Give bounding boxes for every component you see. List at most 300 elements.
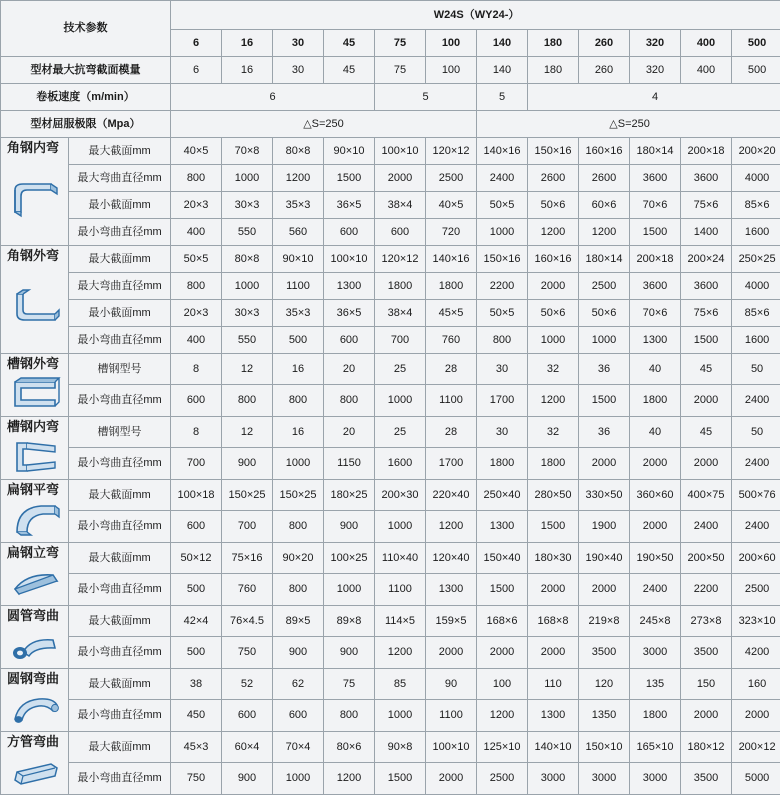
data-cell: 400 [171,219,222,246]
size-header-9: 320 [630,30,681,57]
data-cell: 45 [681,354,732,385]
data-cell: 3600 [630,273,681,300]
param-value: 140 [477,57,528,84]
data-cell: 750 [171,763,222,794]
channel-steel-inner-bend-icon [1,437,68,479]
data-cell: 25 [375,354,426,385]
subrow-label: 最大截面mm [69,479,171,510]
subrow-label: 最小弯曲直径mm [69,385,171,416]
section-channel-steel-inner-bend [1,416,69,479]
data-cell: 550 [222,327,273,354]
data-cell: 400 [171,327,222,354]
subrow-label: 最小弯曲直径mm [69,763,171,794]
data-cell: 40 [630,416,681,447]
data-cell: 2400 [477,165,528,192]
data-cell: 1000 [375,385,426,416]
data-cell: 50 [732,354,780,385]
data-cell: 36×5 [324,300,375,327]
data-cell: 12 [222,416,273,447]
data-cell: 90 [426,668,477,699]
data-cell: 2000 [579,448,630,479]
data-cell: 1100 [426,385,477,416]
section-row [1,385,780,416]
size-header-11: 500 [732,30,780,57]
data-cell: 190×40 [579,542,630,573]
data-cell: 1000 [273,448,324,479]
subrow-label: 最小弯曲直径mm [69,219,171,246]
data-cell: 45 [681,416,732,447]
data-cell: 180×30 [528,542,579,573]
subrow-label: 最大截面mm [69,668,171,699]
section-angle-steel-outer-bend [1,246,69,354]
data-cell: 1000 [222,165,273,192]
data-cell: 900 [324,637,375,668]
data-cell: 75×16 [222,542,273,573]
param-value: 30 [273,57,324,84]
data-cell: 1800 [630,700,681,731]
subrow-label: 最大弯曲直径mm [69,165,171,192]
data-cell: 150×10 [579,731,630,762]
section-flat-steel-flat-bend [1,479,69,542]
data-cell: 2500 [426,165,477,192]
data-cell: 1300 [426,574,477,605]
data-cell: 200×20 [732,138,780,165]
data-cell: 4000 [732,165,780,192]
param-row [1,84,780,111]
data-cell: 2000 [375,165,426,192]
data-cell: 1100 [426,700,477,731]
size-header-1: 16 [222,30,273,57]
data-cell: 900 [324,511,375,542]
data-cell: 1000 [273,763,324,794]
data-cell: 1300 [630,327,681,354]
subrow-label: 槽钢型号 [69,416,171,447]
data-cell: 600 [171,385,222,416]
size-header-8: 260 [579,30,630,57]
data-cell: 3000 [630,763,681,794]
section-row [1,327,780,354]
data-cell: 140×10 [528,731,579,762]
data-cell: 28 [426,416,477,447]
size-header-4: 75 [375,30,426,57]
data-cell: 100×18 [171,479,222,510]
data-cell: 219×8 [579,605,630,636]
section-row [1,192,780,219]
section-row [1,574,780,605]
data-cell: 90×20 [273,542,324,573]
data-cell: 900 [222,448,273,479]
param-row [1,57,780,84]
data-cell: 62 [273,668,324,699]
data-cell: 114×5 [375,605,426,636]
data-cell: 50×5 [477,192,528,219]
size-header-3: 45 [324,30,375,57]
data-cell: 1000 [375,511,426,542]
data-cell: 1100 [273,273,324,300]
data-cell: 1100 [375,574,426,605]
data-cell: 120 [579,668,630,699]
param-group-value: 5 [477,84,528,111]
data-cell: 180×14 [579,246,630,273]
subrow-label: 槽钢型号 [69,354,171,385]
data-cell: 120×40 [426,542,477,573]
data-cell: 360×60 [630,479,681,510]
data-cell: 2000 [528,273,579,300]
section-row [1,605,780,636]
data-cell: 400×75 [681,479,732,510]
data-cell: 160 [732,668,780,699]
data-cell: 159×5 [426,605,477,636]
data-cell: 800 [222,385,273,416]
data-cell: 40 [630,354,681,385]
data-cell: 323×10 [732,605,780,636]
data-cell: 1800 [528,448,579,479]
data-cell: 2000 [528,637,579,668]
data-cell: 1200 [324,763,375,794]
data-cell: 100×10 [375,138,426,165]
subrow-label: 最小弯曲直径mm [69,511,171,542]
data-cell: 1000 [375,700,426,731]
data-cell: 550 [222,219,273,246]
subrow-label: 最小截面mm [69,300,171,327]
data-cell: 50×5 [477,300,528,327]
data-cell: 600 [273,700,324,731]
data-cell: 90×8 [375,731,426,762]
subrow-label: 最小弯曲直径mm [69,574,171,605]
data-cell: 200×24 [681,246,732,273]
data-cell: 40×5 [171,138,222,165]
data-cell: 2500 [732,574,780,605]
size-header-10: 400 [681,30,732,57]
data-cell: 165×10 [630,731,681,762]
param-row-label: 卷板速度（m/min） [1,84,171,111]
round-bar-bend-icon [1,689,68,731]
section-row [1,273,780,300]
data-cell: 150×25 [273,479,324,510]
data-cell: 16 [273,416,324,447]
data-cell: 150×40 [477,542,528,573]
data-cell: 50×6 [528,300,579,327]
section-title: 方管弯曲 [1,732,68,752]
table-body [1,1,780,795]
data-cell: 220×40 [426,479,477,510]
section-row [1,731,780,762]
data-cell: 5000 [732,763,780,794]
section-title: 槽钢内弯 [1,417,68,437]
data-cell: 100×10 [324,246,375,273]
section-row [1,763,780,794]
data-cell: 500 [171,637,222,668]
data-cell: 600 [375,219,426,246]
data-cell: 800 [171,273,222,300]
data-cell: 20×3 [171,300,222,327]
section-row [1,511,780,542]
data-cell: 750 [222,637,273,668]
param-row-label: 型材最大抗弯截面模量 [1,57,171,84]
data-cell: 30×3 [222,300,273,327]
data-cell: 1000 [477,219,528,246]
size-header-7: 180 [528,30,579,57]
size-header-6: 140 [477,30,528,57]
data-cell: 150×25 [222,479,273,510]
data-cell: 80×8 [273,138,324,165]
data-cell: 2000 [477,637,528,668]
subrow-label: 最小截面mm [69,192,171,219]
section-row [1,165,780,192]
data-cell: 450 [171,700,222,731]
section-square-tube-bend [1,731,69,794]
flat-steel-edge-bend-icon [1,563,68,605]
data-cell: 1000 [528,327,579,354]
section-row [1,668,780,699]
section-title: 扁钢平弯 [1,480,68,500]
data-cell: 89×5 [273,605,324,636]
data-cell: 1800 [426,273,477,300]
data-cell: 2500 [579,273,630,300]
model-header-cell: W24S（WY24-） [171,1,780,30]
data-cell: 800 [273,574,324,605]
section-row [1,354,780,385]
data-cell: 85×6 [732,300,780,327]
data-cell: 2000 [681,700,732,731]
data-cell: 1500 [375,763,426,794]
data-cell: 85 [375,668,426,699]
data-cell: 1200 [375,637,426,668]
data-cell: 60×4 [222,731,273,762]
param-value: 260 [579,57,630,84]
data-cell: 30×3 [222,192,273,219]
data-cell: 140×16 [426,246,477,273]
data-cell: 200×18 [630,246,681,273]
data-cell: 200×18 [681,138,732,165]
data-cell: 20×3 [171,192,222,219]
data-cell: 250×40 [477,479,528,510]
param-value: 75 [375,57,426,84]
data-cell: 800 [324,700,375,731]
data-cell: 35×3 [273,192,324,219]
subrow-label: 最大截面mm [69,542,171,573]
data-cell: 3600 [681,165,732,192]
data-cell: 2000 [579,574,630,605]
data-cell: 8 [171,416,222,447]
data-cell: 70×4 [273,731,324,762]
section-row [1,542,780,573]
data-cell: 1800 [375,273,426,300]
flat-steel-flat-bend-icon [1,500,68,542]
data-cell: 120×12 [426,138,477,165]
data-cell: 1000 [324,574,375,605]
section-row [1,700,780,731]
param-header-cell: 技术参数 [1,1,171,57]
data-cell: 1500 [681,327,732,354]
data-cell: 38 [171,668,222,699]
data-cell: 85×6 [732,192,780,219]
data-cell: 1200 [426,511,477,542]
data-cell: 160×16 [528,246,579,273]
data-cell: 4000 [732,273,780,300]
param-value: 320 [630,57,681,84]
data-cell: 100×10 [426,731,477,762]
data-cell: 1200 [528,385,579,416]
data-cell: 90×10 [273,246,324,273]
subrow-label: 最大弯曲直径mm [69,273,171,300]
data-cell: 1400 [681,219,732,246]
data-cell: 3600 [681,273,732,300]
section-row [1,448,780,479]
data-cell: 76×4.5 [222,605,273,636]
data-cell: 600 [324,219,375,246]
param-row-label: 型材屈服极限（Mpa） [1,111,171,138]
section-row [1,300,780,327]
data-cell: 500 [273,327,324,354]
data-cell: 2000 [528,574,579,605]
data-cell: 2200 [681,574,732,605]
data-cell: 38×4 [375,300,426,327]
param-group-value: △S=250 [477,111,780,138]
size-header-5: 100 [426,30,477,57]
data-cell: 3500 [681,763,732,794]
subrow-label: 最大截面mm [69,731,171,762]
section-channel-steel-outer-bend [1,354,69,417]
param-value: 100 [426,57,477,84]
data-cell: 140×16 [477,138,528,165]
size-header-0: 6 [171,30,222,57]
data-cell: 2400 [732,385,780,416]
section-row [1,246,780,273]
data-cell: 245×8 [630,605,681,636]
data-cell: 700 [375,327,426,354]
data-cell: 36 [579,354,630,385]
data-cell: 45×5 [426,300,477,327]
data-cell: 800 [477,327,528,354]
section-row [1,219,780,246]
data-cell: 150×16 [528,138,579,165]
angle-steel-outer-bend-icon [1,266,68,353]
data-cell: 800 [273,385,324,416]
param-group-value: 6 [171,84,375,111]
param-row [1,111,780,138]
data-cell: 4200 [732,637,780,668]
data-cell: 3600 [630,165,681,192]
data-cell: 273×8 [681,605,732,636]
section-row [1,479,780,510]
data-cell: 600 [222,700,273,731]
param-value: 6 [171,57,222,84]
data-cell: 50×5 [171,246,222,273]
data-cell: 3500 [579,637,630,668]
section-title: 角钢内弯 [1,138,68,158]
header-row-model [1,1,780,30]
data-cell: 1000 [222,273,273,300]
subrow-label: 最大截面mm [69,138,171,165]
data-cell: 1500 [579,385,630,416]
data-cell: 135 [630,668,681,699]
section-title: 角钢外弯 [1,246,68,266]
data-cell: 2000 [630,511,681,542]
data-cell: 2400 [732,511,780,542]
data-cell: 190×50 [630,542,681,573]
data-cell: 80×8 [222,246,273,273]
data-cell: 160×16 [579,138,630,165]
subrow-label: 最大截面mm [69,605,171,636]
section-title: 扁钢立弯 [1,543,68,563]
data-cell: 900 [273,637,324,668]
data-cell: 38×4 [375,192,426,219]
section-row [1,138,780,165]
data-cell: 1500 [630,219,681,246]
data-cell: 200×12 [732,731,780,762]
data-cell: 200×50 [681,542,732,573]
square-tube-bend-icon [1,752,68,794]
data-cell: 760 [426,327,477,354]
data-cell: 1500 [528,511,579,542]
data-cell: 900 [222,763,273,794]
data-cell: 1600 [375,448,426,479]
data-cell: 600 [324,327,375,354]
data-cell: 50 [732,416,780,447]
data-cell: 1300 [528,700,579,731]
data-cell: 75×6 [681,192,732,219]
param-group-value: 4 [528,84,780,111]
data-cell: 125×10 [477,731,528,762]
data-cell: 32 [528,416,579,447]
data-cell: 2000 [426,763,477,794]
round-tube-bend-icon [1,626,68,668]
data-cell: 700 [171,448,222,479]
data-cell: 168×6 [477,605,528,636]
data-cell: 45×3 [171,731,222,762]
data-cell: 1600 [732,219,780,246]
data-cell: 2600 [528,165,579,192]
data-cell: 80×6 [324,731,375,762]
data-cell: 500×76 [732,479,780,510]
data-cell: 3000 [528,763,579,794]
data-cell: 2000 [630,448,681,479]
section-row [1,637,780,668]
data-cell: 180×12 [681,731,732,762]
data-cell: 75 [324,668,375,699]
data-cell: 110×40 [375,542,426,573]
data-cell: 1200 [579,219,630,246]
data-cell: 28 [426,354,477,385]
data-cell: 52 [222,668,273,699]
data-cell: 1800 [630,385,681,416]
subrow-label: 最小弯曲直径mm [69,700,171,731]
data-cell: 2200 [477,273,528,300]
data-cell: 50×6 [579,300,630,327]
data-cell: 720 [426,219,477,246]
section-flat-steel-edge-bend [1,542,69,605]
section-title: 圆管弯曲 [1,606,68,626]
data-cell: 280×50 [528,479,579,510]
data-cell: 2400 [630,574,681,605]
data-cell: 110 [528,668,579,699]
section-title: 圆钢弯曲 [1,669,68,689]
data-cell: 100×25 [324,542,375,573]
data-cell: 12 [222,354,273,385]
section-angle-steel-inner-bend [1,138,69,246]
section-row [1,416,780,447]
subrow-label: 最小弯曲直径mm [69,448,171,479]
data-cell: 800 [273,511,324,542]
data-cell: 1200 [273,165,324,192]
data-cell: 700 [222,511,273,542]
data-cell: 20 [324,416,375,447]
data-cell: 50×6 [528,192,579,219]
data-cell: 760 [222,574,273,605]
param-value: 400 [681,57,732,84]
data-cell: 30 [477,416,528,447]
